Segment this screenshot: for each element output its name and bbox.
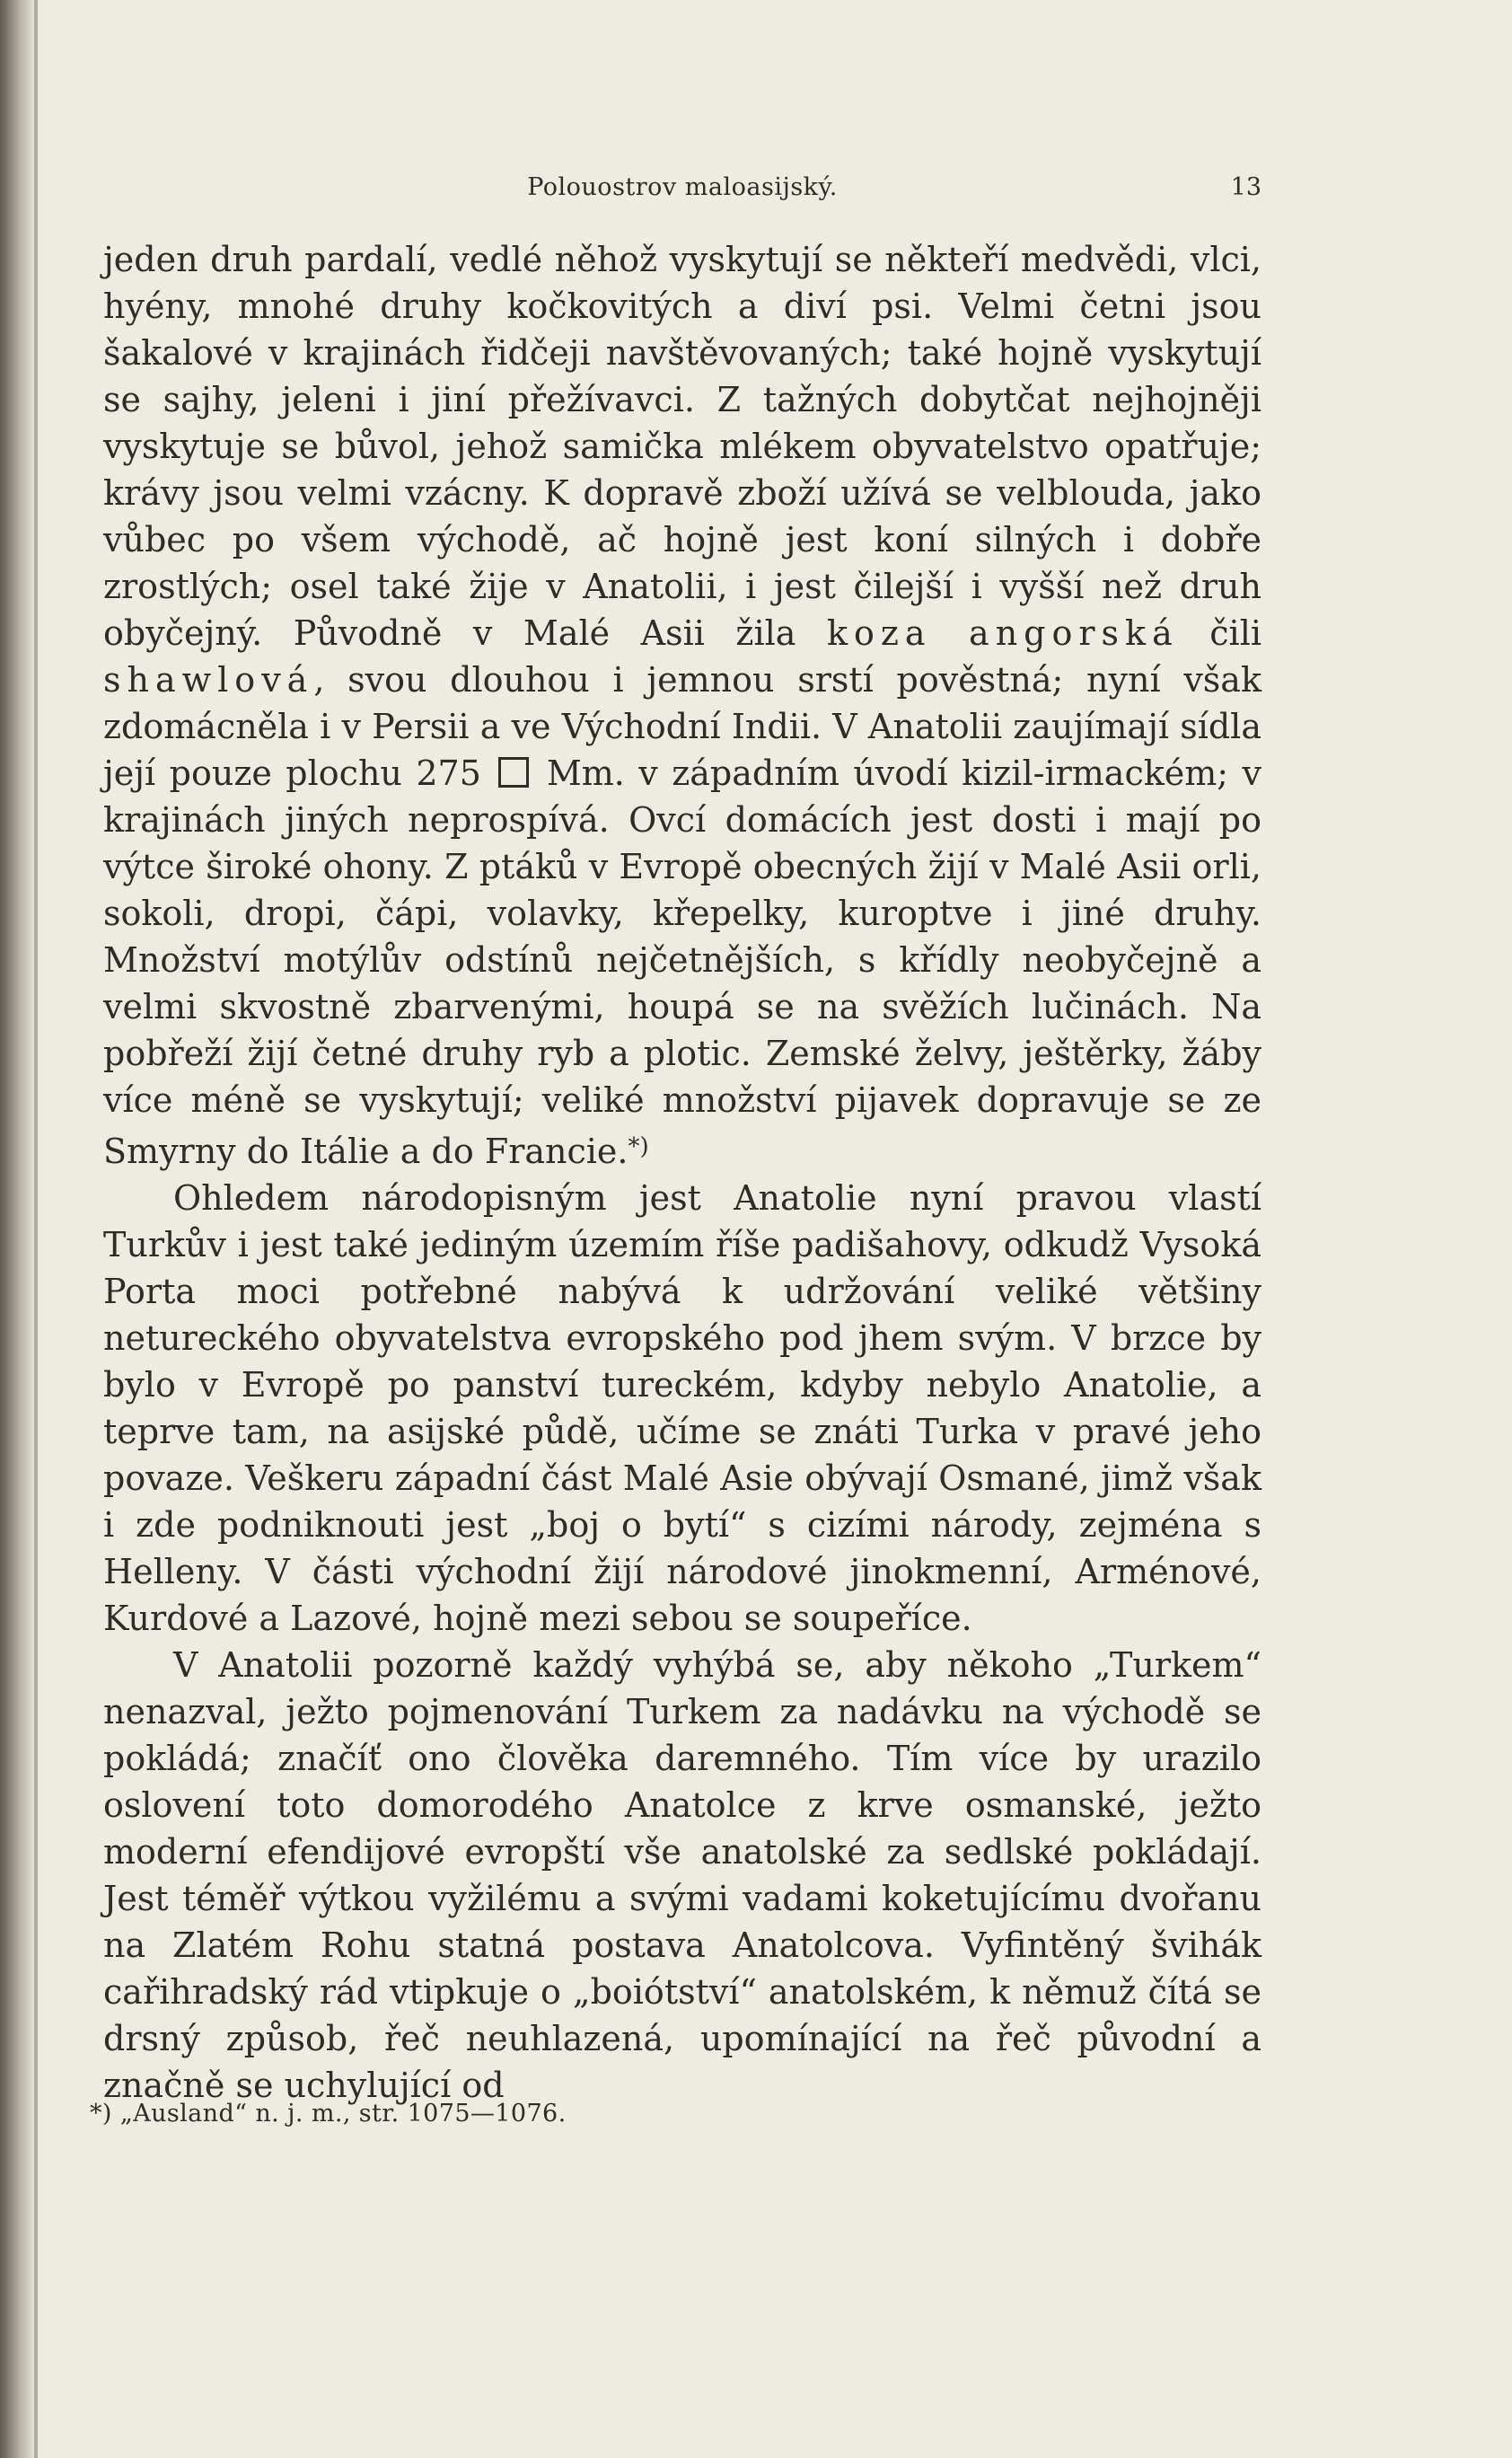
spaced-term-shawlova: shawlová [103, 660, 314, 700]
text-run: čili [1178, 613, 1262, 653]
text-run: Mm. v západním úvodí kizil-irmackém; v krajinách jiných neprospívá. Ovcí domácích jest dosti i mají po výtce široké ohony. Z ptáků v Evropě obecných žijí v Malé Asii orli, sokoli, dropi, čápi, volavky, křepelky, kuroptve i jiné druhy. Množství motýlův odstínů nejčetnějších, s křídly neobyčejně a velmi skvostně zbarvenými, houpá se na svěžích lučinách. Na pobřeží žijí četné druhy ryb a plotic. Zemské želvy, ještěrky, žáby více méně se vyskytují; veliké množství pijavek dopravuje se ze Smyrny do Itálie a do Francie. [103, 753, 1262, 1171]
binding-shadow-line [34, 0, 38, 2458]
paragraph-fauna [103, 236, 1261, 1175]
text-run: Ohledem národopisným jest Anatolie nyní pravou vlastí Turkův i jest také jediným územím říše padišahovy, odkudž Vysoká Porta moci potřebné nabývá k udržování veliké většiny netureckého obyvatelstva evropského pod jhem svým. V brzce by bylo v Evropě po panství tureckém, kdyby nebylo Anatolie, a teprve tam, na asijské půdě, učíme se znáti Turka v pravé jeho povaze. Veškeru západní část Malé Asie obývají Osmané, jimž však i zde podniknouti jest „boj o bytí“ s cizími národy, zejména s Helleny. V části východní žijí národové jinokmenní, Arménové, Kurdové a Lazové, hojně mezi sebou se soupeříce. [103, 1178, 1261, 1638]
text-run: , svou dlouhou i jemnou srstí pověstná; nyní však zdomácněla i v Persii a ve Východní Indii. V Anatolii zaujímají sídla její pouze plochu 275 [103, 660, 1261, 793]
book-binding-edge [0, 0, 34, 2458]
text-run: V Anatolii pozorně každý vyhýbá se, aby někoho „Turkem“ nenazval, ježto pojmenování Turkem za nadávku na východě se pokládá; značíť ono člověka daremného. Tím více by urazilo oslovení toto domorodého Anatolce z krve osmanské, ježto moderní efendijové evropští vše anatolské za sedlské pokládají. Jest téměř výtkou vyžilému a svými vadami koketujícímu dvořanu na Zlatém Rohu statná postava Anatolcova. Vyfintěný švihák cařihradský rád vtipkuje o „boiótství“ anatolském, k němuž čítá se drsný způsob, řeč neuhlazená, upomínající na řeč původní a značně se uchylující od [103, 1645, 1261, 2105]
spaced-term-koza-angorska: koza angorská [826, 613, 1179, 653]
body-text [103, 236, 1261, 2109]
footnote: *) „Ausland“ n. j. m., str. 1075—1076. [90, 2100, 567, 2128]
page-number: 13 [1230, 173, 1261, 201]
book-page [103, 157, 1261, 2109]
paragraph-ethnography [103, 1175, 1261, 1642]
running-head [103, 157, 1261, 213]
footnote-reference: *) [628, 1133, 649, 1160]
square-unit-icon [498, 757, 529, 788]
text-run: jeden druh pardalí, vedlé něhož vyskytují se někteří medvědi, vlci, hyény, mnohé druhy kočkovitých a diví psi. Velmi četni jsou šakalové v krajinách řidčeji navštěvovaných; také hojně vyskytují se sajhy, jeleni i jiní přežívavci. Z tažných dobytčat nejhojněji vyskytuje se bůvol, jehož samička mlékem obyvatelstvo opatřuje; krávy jsou velmi vzácny. K dopravě zboží užívá se velblouda, jako vůbec po všem východě, ač hojně jest koní silných i dobře zrostlých; osel také žije v Anatolii, i jest čilejší i vyšší než druh obyčejný. Původně v Malé Asii žila [103, 240, 1261, 653]
running-title: Polouostrov maloasijský. [527, 173, 838, 201]
paragraph-turk-name [103, 1642, 1261, 2109]
